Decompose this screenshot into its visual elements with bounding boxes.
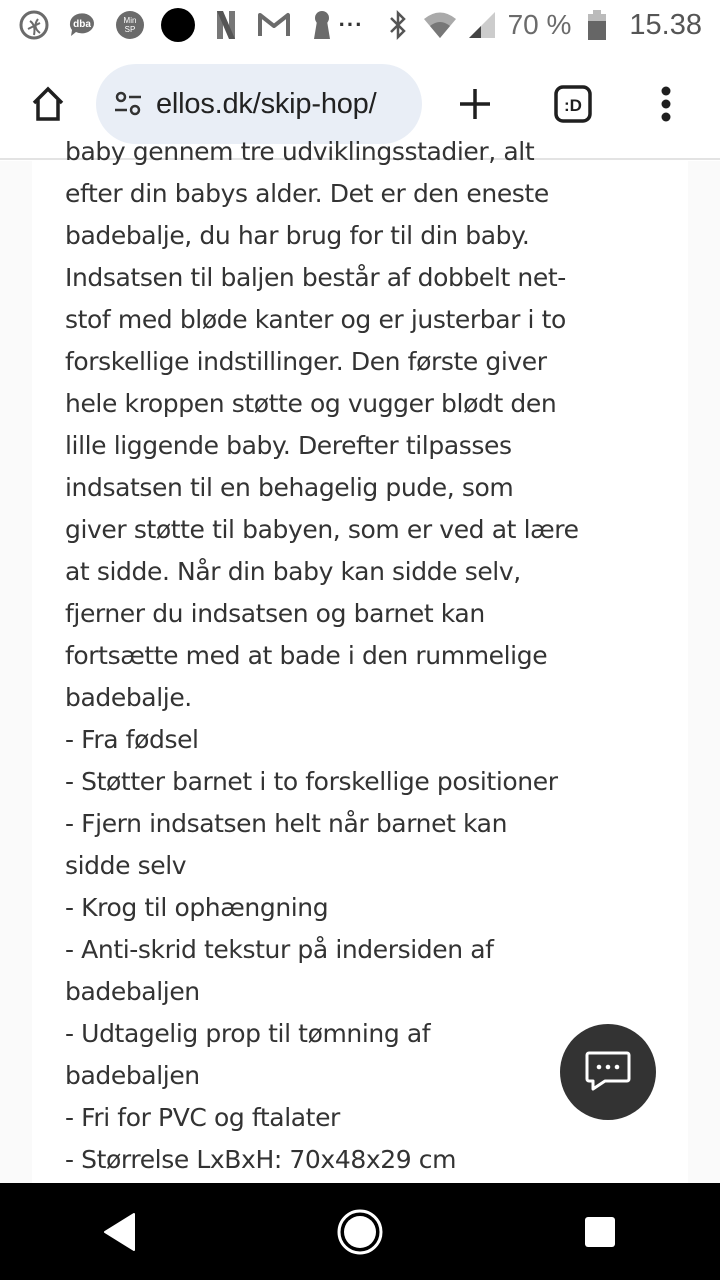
description-line: Indsatsen til baljen består af dobbelt net-	[65, 263, 566, 292]
wifi-icon	[424, 9, 456, 41]
feature-item: - Fri for PVC og ftalater	[65, 1103, 340, 1132]
svg-text::D: :D	[564, 96, 582, 115]
battery-icon	[581, 9, 613, 41]
description-line: stof med bløde kanter og er justerbar i to	[65, 305, 566, 334]
chat-button[interactable]	[560, 1024, 656, 1120]
dba-icon	[66, 9, 98, 41]
globe-icon	[18, 9, 50, 41]
bluetooth-icon	[382, 9, 414, 41]
description-line: hele kroppen støtte og vugger blødt den	[65, 389, 557, 418]
clock: 15.38	[629, 8, 702, 41]
gmail-icon	[258, 9, 290, 41]
black-circle-icon	[162, 9, 194, 41]
feature-item: - Udtagelig prop til tømning af	[65, 1019, 431, 1048]
feature-item: - Anti-skrid tekstur på indersiden af	[65, 935, 494, 964]
netflix-icon	[210, 9, 242, 41]
back-icon	[102, 1212, 138, 1252]
recents-icon	[584, 1216, 616, 1248]
browser-menu-button[interactable]	[618, 56, 714, 152]
recents-button[interactable]	[540, 1183, 660, 1280]
home-icon	[28, 84, 68, 124]
battery-percent: 70 %	[507, 9, 572, 40]
home-nav-button[interactable]	[300, 1183, 420, 1280]
url-text[interactable]: ellos.dk/skip-hop/	[156, 87, 377, 120]
svg-text:Min: Min	[123, 16, 137, 25]
description-line: badebalje.	[65, 683, 192, 712]
tab-switcher-icon	[553, 84, 593, 124]
description-line: baby gennem tre udviklingsstadier, alt	[65, 137, 535, 166]
site-settings-icon[interactable]	[112, 88, 144, 120]
chat-bubble-icon	[583, 1047, 633, 1097]
status-bar	[0, 0, 720, 50]
notification-icons	[18, 9, 338, 41]
feature-item: - Krog til ophængning	[65, 893, 329, 922]
more-notifications-icon: ···	[338, 12, 364, 37]
description-line: fjerner du indsatsen og barnet kan	[65, 599, 485, 628]
description-line: lille liggende baby. Derefter tilpasses	[65, 431, 512, 460]
back-button[interactable]	[60, 1183, 180, 1280]
description-line: indsatsen til en behagelig pude, som	[65, 473, 514, 502]
keyhole-icon	[306, 9, 338, 41]
min-sp-icon	[114, 9, 146, 41]
description-line: forskellige indstillinger. Den første giver	[65, 347, 547, 376]
feature-item: badebaljen	[65, 1061, 200, 1090]
feature-item: - Størrelse LxBxH: 70x48x29 cm	[65, 1145, 457, 1174]
home-circle-icon	[337, 1209, 383, 1255]
svg-text:dba: dba	[73, 19, 91, 30]
description-line: giver støtte til babyen, som er ved at lære	[65, 515, 579, 544]
feature-item: badebaljen	[65, 977, 200, 1006]
description-line: at sidde. Når din baby kan sidde selv,	[65, 557, 521, 586]
feature-item: - Fjern indsatsen helt når barnet kan	[65, 809, 508, 838]
feature-item: sidde selv	[65, 851, 187, 880]
feature-item: - Fra fødsel	[65, 725, 199, 754]
system-status	[339, 9, 702, 42]
description-line: fortsætte med at bade i den rummelige	[65, 641, 548, 670]
plus-icon	[457, 86, 493, 122]
product-description	[65, 131, 625, 1181]
description-line: efter din babys alder. Det er den eneste	[65, 179, 549, 208]
signal-icon	[466, 9, 498, 41]
more-vert-icon	[660, 86, 672, 122]
feature-item: - Støtter barnet i to forskellige positioner	[65, 767, 558, 796]
system-navigation-bar	[0, 1183, 720, 1280]
description-line: badebalje, du har brug for til din baby.	[65, 221, 530, 250]
svg-text:SP: SP	[124, 25, 136, 34]
